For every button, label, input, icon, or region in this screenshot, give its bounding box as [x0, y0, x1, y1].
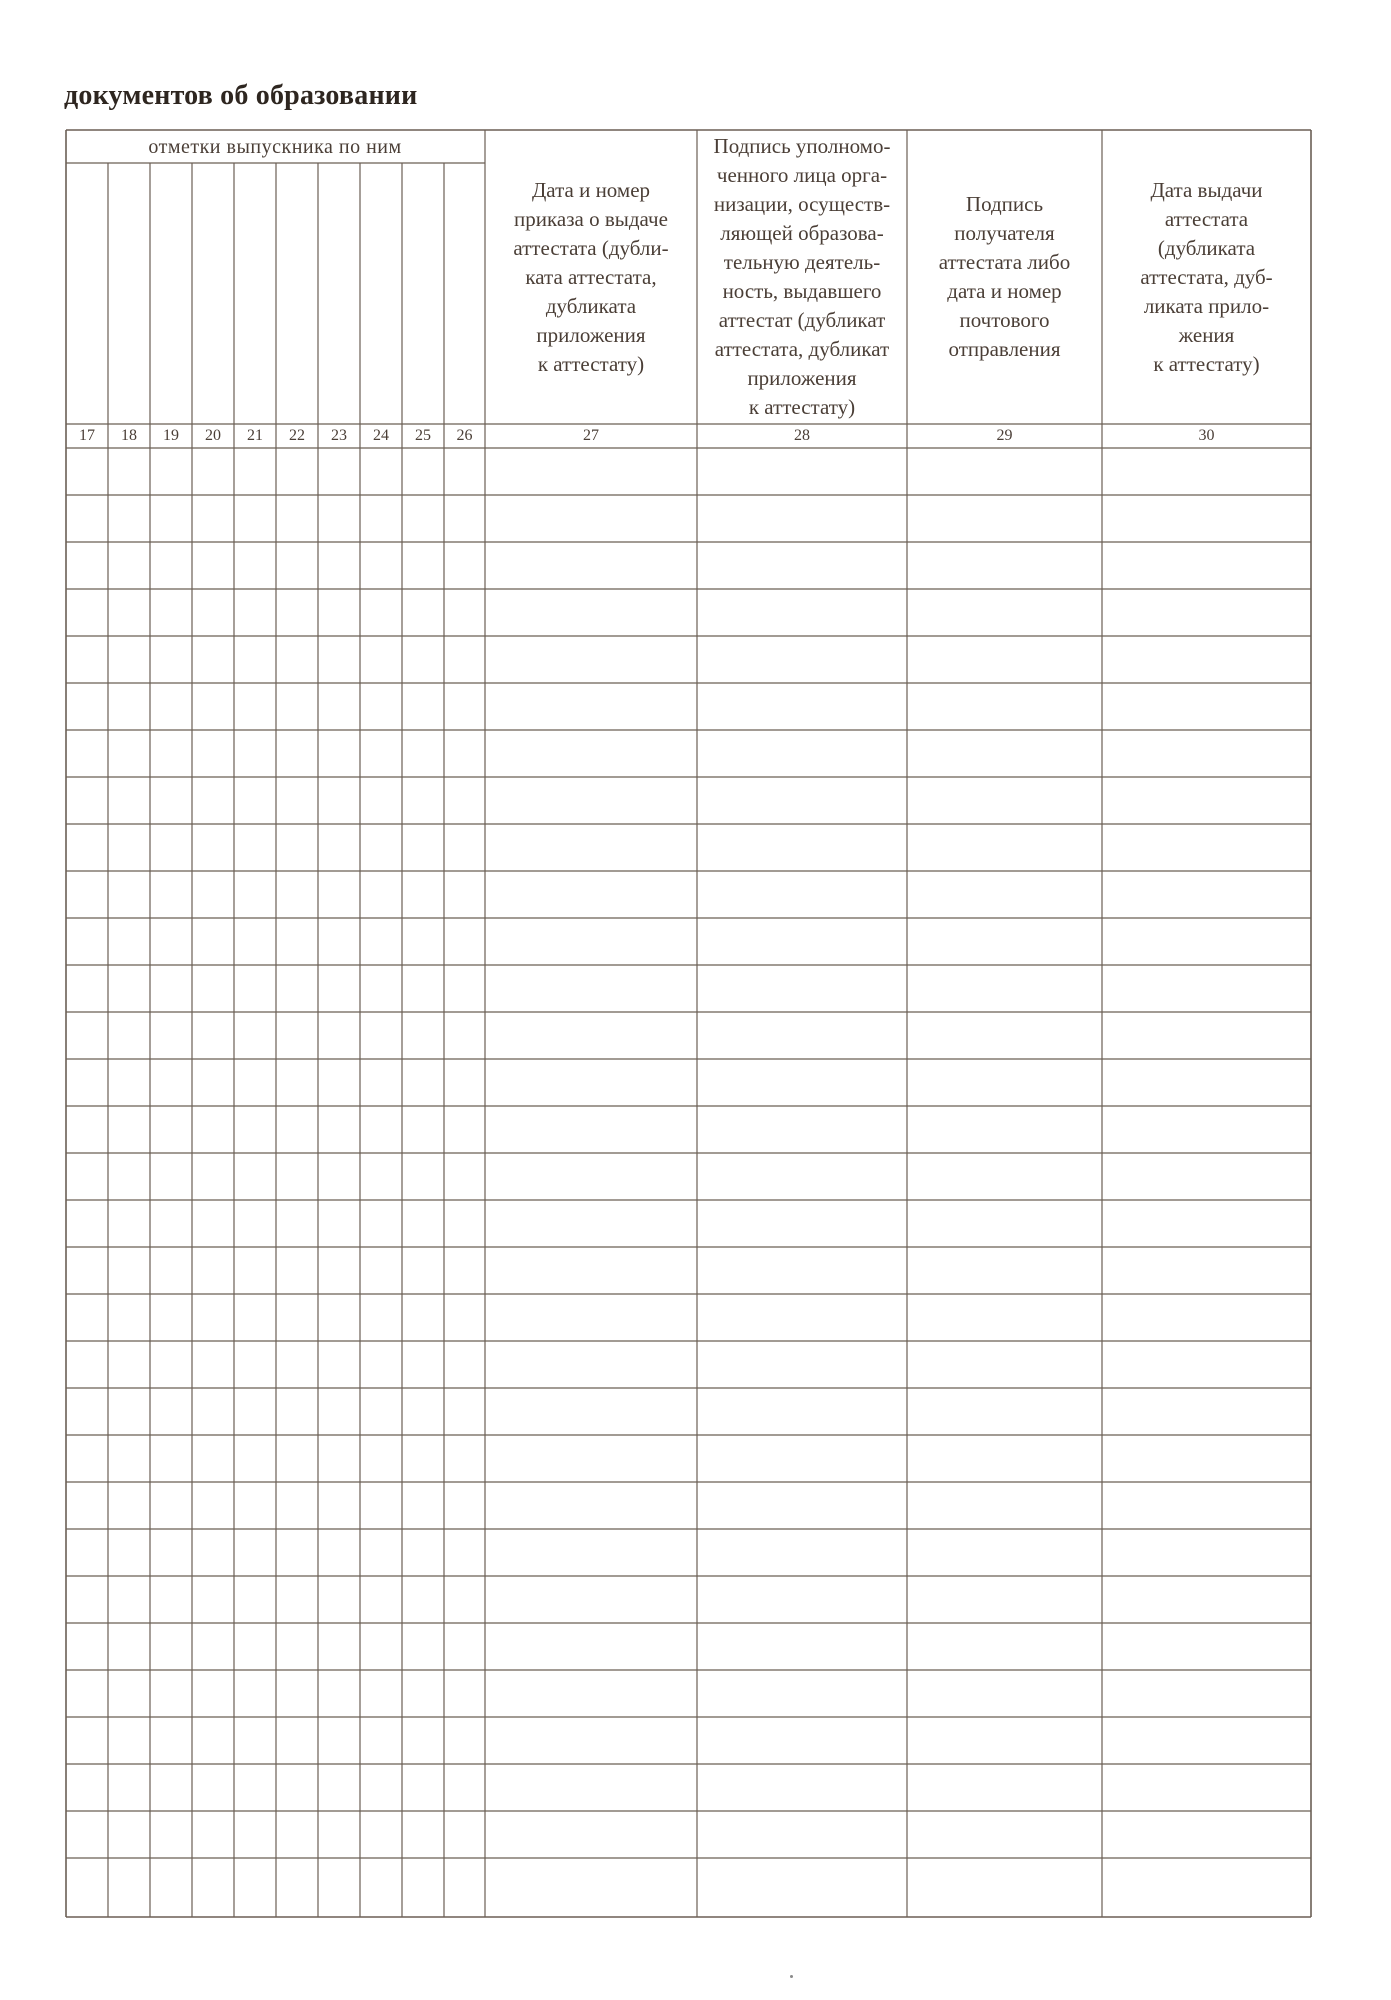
column-number-19: 19 [163, 427, 179, 444]
column-number-17: 17 [79, 427, 95, 444]
header-col-27-order-date: Дата и номер приказа о выдаче аттестата (дубли- ката аттестата, дубликата приложения к аттестату) [513, 177, 669, 376]
column-number-28: 28 [794, 427, 810, 444]
header-col-28-issuer-signature: Подпись уполномо- ченного лица орга- низации, осуществ- ляющей образова- тельную деятель- ность, выдавшего аттестат (дубликат аттестата, дубликат приложения к аттестату) [713, 134, 891, 419]
column-number-25: 25 [415, 427, 431, 444]
column-number-30: 30 [1198, 427, 1215, 444]
header-col-30-issue-date: Дата выдачи аттестата (дубликата аттестата, дуб- ликата прило- жения к аттестату) [1140, 177, 1273, 376]
column-number-18: 18 [121, 427, 137, 444]
column-number-27: 27 [583, 427, 599, 444]
column-number-29: 29 [996, 427, 1013, 444]
column-number-24: 24 [373, 427, 389, 444]
column-number-26: 26 [456, 427, 473, 444]
column-number-23: 23 [331, 427, 347, 444]
column-number-20: 20 [205, 427, 221, 444]
group-header-grades: отметки выпускника по ним [148, 136, 402, 158]
column-number-22: 22 [289, 427, 305, 444]
page-title: документов об образовании [64, 80, 418, 111]
page-mark-dot [790, 1975, 793, 1978]
header-col-29-recipient-signature: Подпись получателя аттестата либо дата и номер почтового отправления [938, 192, 1071, 361]
column-number-21: 21 [247, 427, 263, 444]
